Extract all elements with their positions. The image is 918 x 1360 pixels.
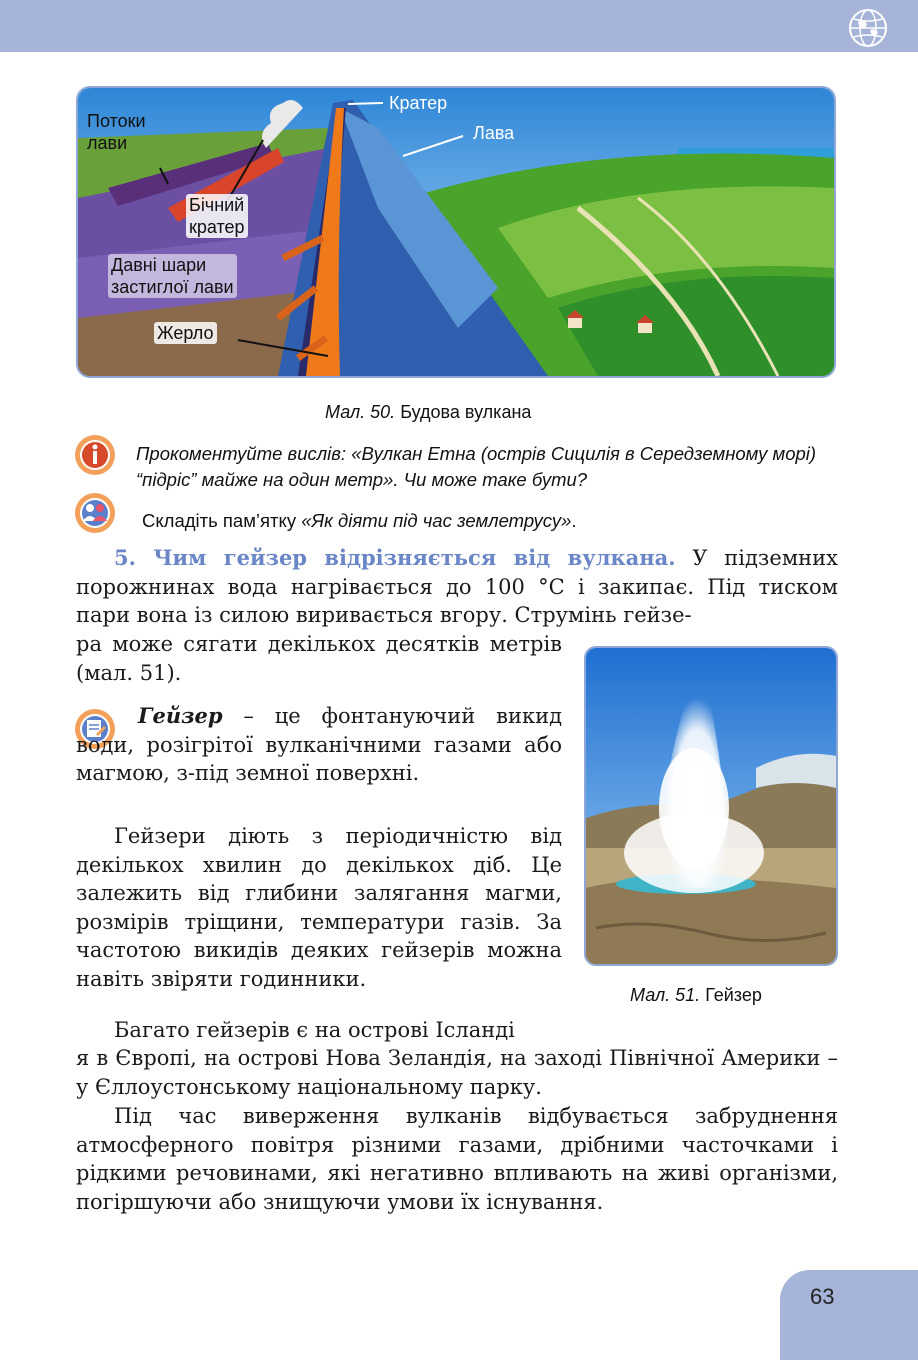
section-5-paragraph-1-cont: ра може сягати декількох десятків метрів (мал. 51). <box>76 632 562 685</box>
label-vent: Жерло <box>154 322 217 344</box>
task-comment: Прокоментуйте вислів: «Вулкан Етна (острів Сицилія в Середземному морі) “підріс” майже на один метр». Чи може таке бути? <box>136 443 817 490</box>
label-lava-flows: Потоки лави <box>87 111 146 153</box>
definition-term: Гейзер <box>138 703 223 728</box>
geyser-definition: Гейзер – це фонтануючий викид води, розігрітої вулканічними газами або магмою, з-під земної поверхні. <box>76 703 562 785</box>
page-number: 63 <box>810 1284 835 1309</box>
label-old-lava-layers: Давні шари застиглої лави <box>108 254 237 298</box>
header-bar <box>0 0 918 52</box>
figure-51-caption <box>630 985 762 1006</box>
geyser-locations-paragraph: я в Європі, на острові Нова Зеландія, на заході Північної Америки – у Єллоустонському національному парку. <box>76 1046 838 1099</box>
caption-number: Мал. 51. <box>630 985 701 1005</box>
geyser-photo <box>584 646 838 966</box>
section-5-paragraph-1: 5. Чим гейзер відрізняється від вулкана. У підземних порожнинах вода нагрівається до 100 °С і закипає. Під тиском пари вона із силою виривається вгору. Струмінь гейзе- <box>76 545 838 627</box>
geyser-periodicity-paragraph: Гейзери діють з періодичністю від декількох хвилин до декількох діб. Це залежить від глибини залягання магми, розмірів тріщини, температури газів. За частотою викидів деяких гейзерів можна навіть звіряти годинники. <box>76 824 562 991</box>
section-heading: 5. Чим гейзер відрізняється від вулкана. <box>114 545 676 570</box>
geyser-locations-paragraph-start: Багато гейзерів є на острові Ісланді <box>114 1018 515 1042</box>
caption-number: Мал. 50. <box>325 402 396 422</box>
info-icon <box>74 434 116 476</box>
volcano-diagram <box>76 86 836 378</box>
label-crater: Кратер <box>389 93 448 113</box>
label-lava: Лава <box>473 123 515 143</box>
task-memo: Складіть пам’ятку «Як діяти під час землетрусу». <box>142 510 577 531</box>
globe-icon <box>848 8 888 48</box>
pollution-paragraph: Під час виверження вулканів відбувається забруднення атмосферного повітря різними газами, дрібними часточками і рідкими речовинами, які негативно впливають на живі організми, погіршуючи або знищуючи умови їх існування. <box>76 1104 838 1214</box>
figure-50-caption <box>325 402 531 423</box>
caption-text: Гейзер <box>705 985 762 1005</box>
label-side-crater: Бічний кратер <box>186 194 248 238</box>
group-work-icon <box>74 492 116 534</box>
page-number-tab <box>780 1270 918 1360</box>
caption-text: Будова вулкана <box>400 402 532 422</box>
